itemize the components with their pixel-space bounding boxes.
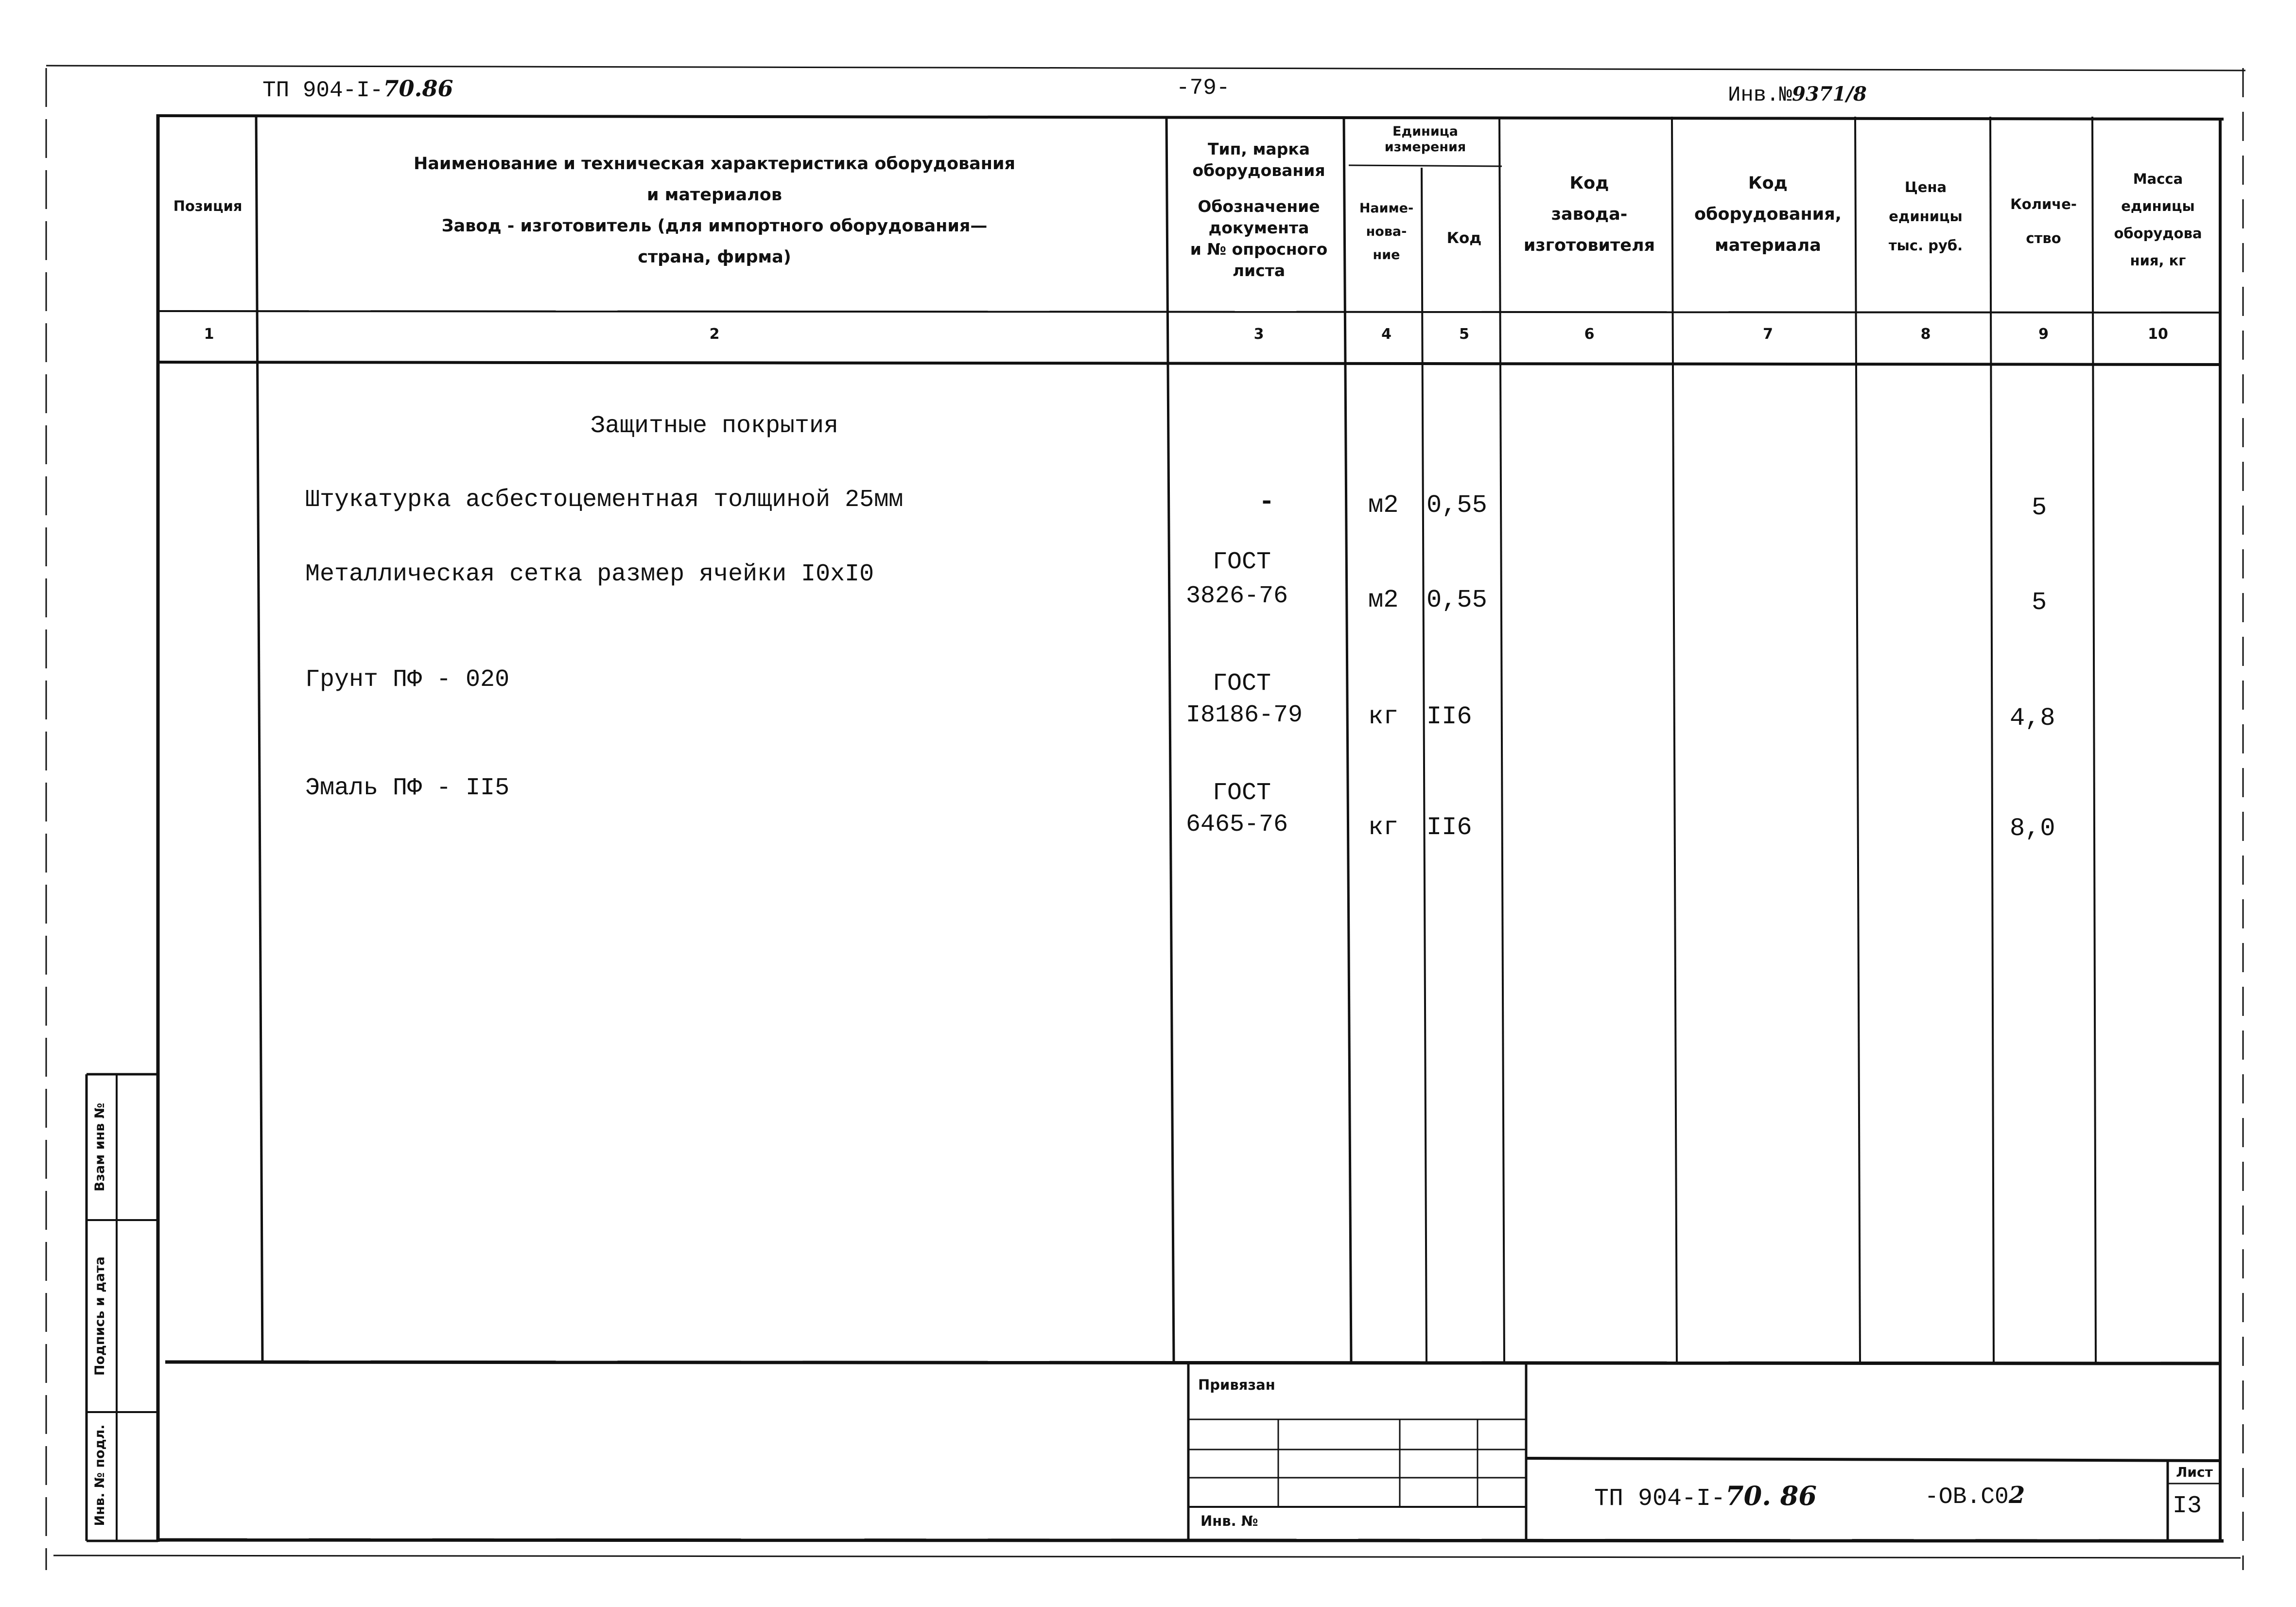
top-doc-code (262, 75, 453, 103)
header-col-price-line1: Цена (1904, 179, 1947, 195)
col-number-4: 4 (1381, 326, 1392, 343)
row-2-qty: 5 (2032, 588, 2047, 617)
header-col-factory-code (1504, 168, 1674, 261)
header-col-unit-name-line2: нова- (1366, 224, 1407, 239)
page-number: -79- (1176, 75, 1230, 101)
stamp-doc-code-hand: 70. 86 (1725, 1480, 1817, 1511)
stamp-suffix-printed: -ОВ.С0 (1925, 1484, 2009, 1510)
header-col-mass-line1: Масса (2133, 171, 2183, 187)
row-1-qty: 5 (2032, 493, 2047, 522)
row-3-qty: 4,8 (2010, 704, 2055, 733)
header-col-equipment-code-line1: Код (1748, 174, 1788, 193)
row-4-code: II6 (1426, 813, 1472, 842)
col-number-1: 1 (204, 326, 214, 343)
header-col-type-line2: оборудования (1192, 161, 1325, 180)
top-doc-code-hand: 70.86 (383, 75, 453, 102)
header-col-name-line3: Завод - изготовитель (для импортного оборудования— (441, 216, 988, 236)
header-col-name-line4: страна, фирма) (638, 247, 791, 267)
margin-vzam-inv: Взам инв № (92, 1102, 107, 1192)
stamp-sheet-label: Лист (2176, 1464, 2213, 1480)
header-col-mass-line2: единицы (2121, 198, 2195, 214)
col-number-2: 2 (709, 326, 720, 343)
header-col-factory-code-line3: изготовителя (1523, 236, 1655, 255)
header-col-unit-name (1349, 197, 1424, 267)
header-col-equipment-code-line3: материала (1715, 236, 1821, 255)
header-col-equipment-code-line2: оборудования, (1694, 205, 1842, 224)
header-col-unit-name-line1: Наиме- (1359, 201, 1414, 216)
row-4-name: Эмаль ПФ - II5 (305, 774, 510, 802)
col-number-9: 9 (2038, 326, 2049, 343)
row-4-unit: кг (1368, 813, 1399, 842)
col-number-3: 3 (1253, 326, 1264, 343)
inventory-hand: 9371/8 (1792, 83, 1867, 105)
header-col-quantity-line1: Количе- (2010, 196, 2077, 212)
inventory-label: Инв.№ (1728, 83, 1792, 107)
header-col-quantity-line2: ство (2026, 230, 2061, 246)
row-3-unit: кг (1368, 702, 1399, 731)
row-1-code: 0,55 (1426, 491, 1487, 520)
header-col-name-line1: Наименование и техническая характеристика оборудования (414, 154, 1015, 174)
header-col-price (1860, 173, 1991, 260)
stamp-doc-code (1594, 1480, 1817, 1513)
col-number-5: 5 (1459, 326, 1469, 343)
header-col-mass-line4: ния, кг (2130, 252, 2186, 269)
row-2-unit: м2 (1368, 586, 1399, 614)
header-col-price-line3: тыс. руб. (1888, 237, 1963, 254)
row-1-doc: - (1259, 488, 1275, 517)
header-col-position: Позиция (173, 198, 243, 214)
header-col-type-line3: Обозначение (1198, 197, 1320, 216)
header-col-type-line1: Тип, марка (1208, 140, 1310, 158)
header-col-type (1171, 139, 1346, 281)
header-col-name (262, 148, 1166, 273)
row-3-name: Грунт ПФ - 020 (305, 666, 510, 694)
row-3-code: II6 (1426, 702, 1472, 731)
row-2-name: Металлическая сетка размер ячейки I0xI0 (305, 560, 874, 588)
margin-inv-podl: Инв. № подл. (92, 1424, 107, 1526)
header-col-factory-code-line1: Код (1569, 174, 1609, 193)
header-col-unit-name-line3: ние (1373, 247, 1400, 262)
col-number-10: 10 (2148, 326, 2168, 343)
header-col-mass (2096, 165, 2220, 274)
header-col-type-line6: листа (1232, 261, 1286, 280)
stamp-privyazan: Привязан (1198, 1377, 1275, 1393)
header-col-factory-code-line2: завода- (1551, 205, 1628, 224)
col-number-8: 8 (1920, 326, 1931, 343)
top-doc-code-printed: ТП 904-I- (262, 78, 383, 103)
col-number-6: 6 (1584, 326, 1595, 343)
margin-podpis: Подпись и дата (92, 1256, 107, 1376)
stamp-inv-no: Инв. № (1200, 1513, 1258, 1529)
stamp-suffix (1925, 1482, 2025, 1510)
row-1-name: Штукатурка асбестоцементная толщиной 25мм (305, 486, 904, 514)
inventory-number (1728, 83, 1867, 107)
header-col-name-line2: и материалов (647, 185, 782, 205)
row-4-qty: 8,0 (2010, 814, 2055, 843)
row-2-code: 0,55 (1426, 586, 1487, 614)
row-3-doc-line2: I8186-79 (1186, 701, 1303, 729)
row-3-doc-line1: ГОСТ (1213, 670, 1271, 698)
stamp-suffix-hand: 2 (2008, 1482, 2025, 1509)
header-col-type-line4: документа (1208, 218, 1309, 237)
header-col-price-line2: единицы (1889, 208, 1963, 225)
header-col-unit-line2: измерения (1384, 140, 1466, 155)
header-col-type-line5: и № опросного (1190, 240, 1328, 259)
header-col-quantity (1994, 187, 2093, 255)
row-2-doc-line2: 3826-76 (1186, 582, 1288, 610)
header-col-mass-line3: оборудова (2114, 225, 2202, 242)
section-title: Защитные покрытия (590, 412, 839, 440)
stamp-sheet-value: I3 (2173, 1492, 2202, 1520)
row-1-unit: м2 (1368, 491, 1399, 520)
header-col-equipment-code (1677, 168, 1859, 261)
header-col-unit-code: Код (1446, 229, 1482, 247)
col-number-7: 7 (1763, 326, 1773, 343)
header-col-unit-line1: Единица (1392, 124, 1458, 139)
row-2-doc-line1: ГОСТ (1213, 548, 1271, 576)
row-4-doc-line1: ГОСТ (1213, 779, 1271, 807)
stamp-doc-code-printed: ТП 904-I- (1594, 1485, 1726, 1513)
row-4-doc-line2: 6465-76 (1186, 811, 1288, 838)
header-col-unit (1349, 124, 1502, 155)
